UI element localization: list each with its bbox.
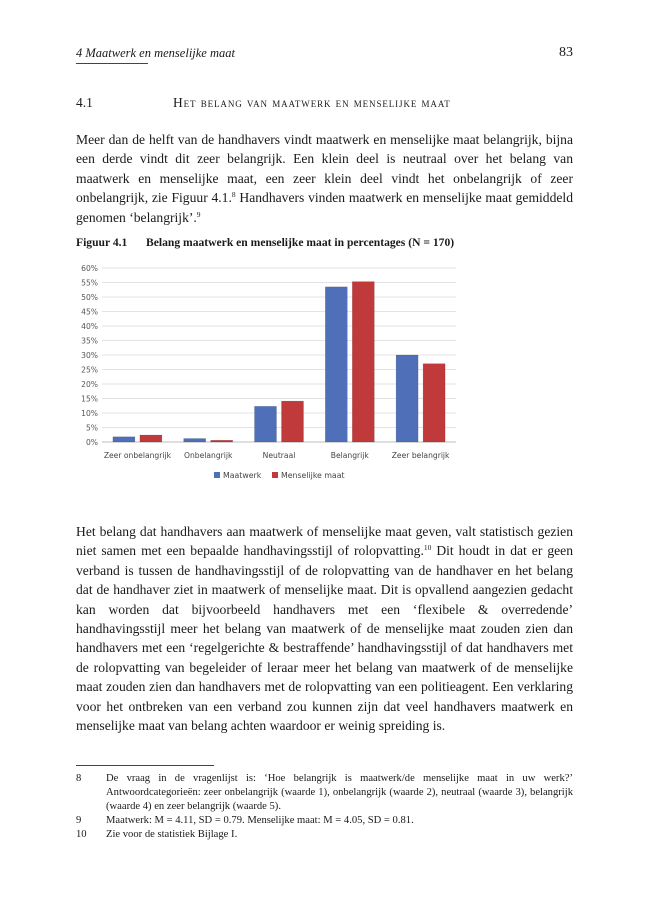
bar-menselijke-maat — [140, 435, 162, 442]
bar-maatwerk — [396, 355, 418, 442]
footnote-text: De vraag in de vragenlijst is: ‘Hoe belangrijk is maatwerk/de menselijke maat in uw werk?’ Antwoordcategorieën: zeer onbelangrijk (waarde 1), onbelangrijk (waarde 2), neutraal (waarde 3), belangrijk (waarde 4) en zeer belangrijk (waarde 5). — [106, 773, 573, 812]
x-tick-label: Neutraal — [262, 451, 296, 460]
footnote-ref-8[interactable]: 8 — [231, 190, 236, 200]
y-tick-label: 25% — [81, 365, 98, 375]
footnote-number: 10 — [76, 829, 87, 840]
bar-maatwerk — [325, 287, 347, 442]
bar-menselijke-maat — [211, 440, 233, 442]
y-tick-label: 50% — [81, 293, 98, 302]
footnote-8 — [76, 772, 573, 814]
y-tick-label: 15% — [81, 394, 98, 404]
bar-menselijke-maat — [352, 282, 374, 442]
y-tick-label: 5% — [85, 423, 98, 433]
intro-text-continued: Handhavers vinden maatwerk en menselijke maat gemiddeld genomen ‘belangrijk’. — [76, 190, 573, 225]
bar-menselijke-maat — [423, 364, 445, 442]
x-tick-label: Zeer onbelangrijk — [103, 451, 171, 460]
footnote-number: 8 — [76, 773, 82, 784]
discussion-paragraph — [76, 522, 573, 735]
bar-maatwerk — [113, 437, 135, 442]
footnote-ref-9[interactable]: 9 — [196, 209, 201, 219]
discussion-text: Het belang dat handhavers aan maatwerk of menselijke maat geven, valt statistisch gezien niet samen met een bepaalde handhavingsstijl of rolopvatting. — [76, 524, 573, 559]
bar-maatwerk — [184, 439, 206, 442]
y-tick-label: 60% — [81, 264, 98, 273]
section-number: 4.1 — [76, 95, 93, 110]
x-tick-label: Zeer belangrijk — [391, 451, 450, 460]
header-rule — [76, 63, 148, 64]
x-tick-label: Onbelangrijk — [183, 451, 233, 460]
legend-swatch — [214, 472, 220, 478]
y-tick-label: 55% — [81, 278, 98, 288]
y-tick-label: 35% — [81, 336, 98, 346]
footnote-number: 9 — [76, 815, 82, 826]
figure-label: Figuur 4.1 — [76, 236, 128, 249]
footnote-text: Zie voor de statistiek Bijlage I. — [106, 829, 238, 840]
footnotes — [76, 772, 573, 842]
y-tick-label: 40% — [81, 322, 98, 331]
footnote-ref-10[interactable]: 10 — [423, 543, 432, 553]
bar-menselijke-maat — [282, 401, 304, 442]
x-tick-label: Belangrijk — [330, 451, 369, 460]
bar-maatwerk — [255, 406, 277, 442]
y-tick-label: 30% — [81, 351, 98, 360]
intro-paragraph — [76, 130, 573, 227]
footnote-9 — [76, 814, 573, 828]
footnote-text: Maatwerk: M = 4.11, SD = 0.79. Menselijke maat: M = 4.05, SD = 0.81. — [106, 815, 414, 826]
footnote-10 — [76, 828, 573, 842]
bar-chart — [76, 256, 466, 488]
intro-text: Meer dan de helft van de handhavers vindt maatwerk en menselijke maat belangrijk, bijna een derde vindt dit zeer belangrijk. Een klein deel is neutraal over het belang van maatwerk en menselijke maat, een zeer klein deel vindt het onbelangrijk of zeer onbelangrijk, zie Figuur 4.1. — [76, 132, 573, 206]
footnote-rule — [76, 765, 214, 766]
figure-title: Belang maatwerk en menselijke maat in percentages (N = 170) — [146, 236, 455, 249]
y-tick-label: 10% — [81, 409, 98, 418]
legend-swatch — [272, 472, 278, 478]
legend-label: Maatwerk — [223, 471, 262, 480]
y-tick-label: 0% — [85, 438, 98, 447]
section-title: Het belang van maatwerk en menselijke maat — [173, 95, 451, 110]
y-tick-label: 20% — [81, 380, 98, 389]
legend-label: Menselijke maat — [281, 471, 345, 480]
running-header — [76, 46, 573, 66]
running-title: 4 Maatwerk en menselijke maat — [76, 46, 235, 60]
page-number: 83 — [559, 45, 573, 60]
discussion-text-continued: Dit houdt in dat er geen verband is tussen de handhavingsstijl of de rolopvatting van de handhaver en het belang dat de handhaver ziet in maatwerk of menselijke maat. Dit is opvallend aangezien gedacht kan worden dat bijvoorbeeld handhavers met een ‘flexibele & overredende’ handhavingsstijl meer het belang van maatwerk of de menselijke maat zouden zien dan handhavers met een ‘regelgerichte & bestraffende’ handhavingsstijl of dat handhavers met de rolopvatting van begeleider of leraar meer het belang van maatwerk of de menselijke maat zouden zien dan handhavers met de rolopvatting van een politieagent. Een verklaring voor het ontbreken van een verband zou kunnen zijn dat veel handhavers maatwerk en menselijke maat van belang achten waardoor er weinig spreiding is. — [76, 543, 573, 734]
y-tick-label: 45% — [81, 307, 98, 317]
